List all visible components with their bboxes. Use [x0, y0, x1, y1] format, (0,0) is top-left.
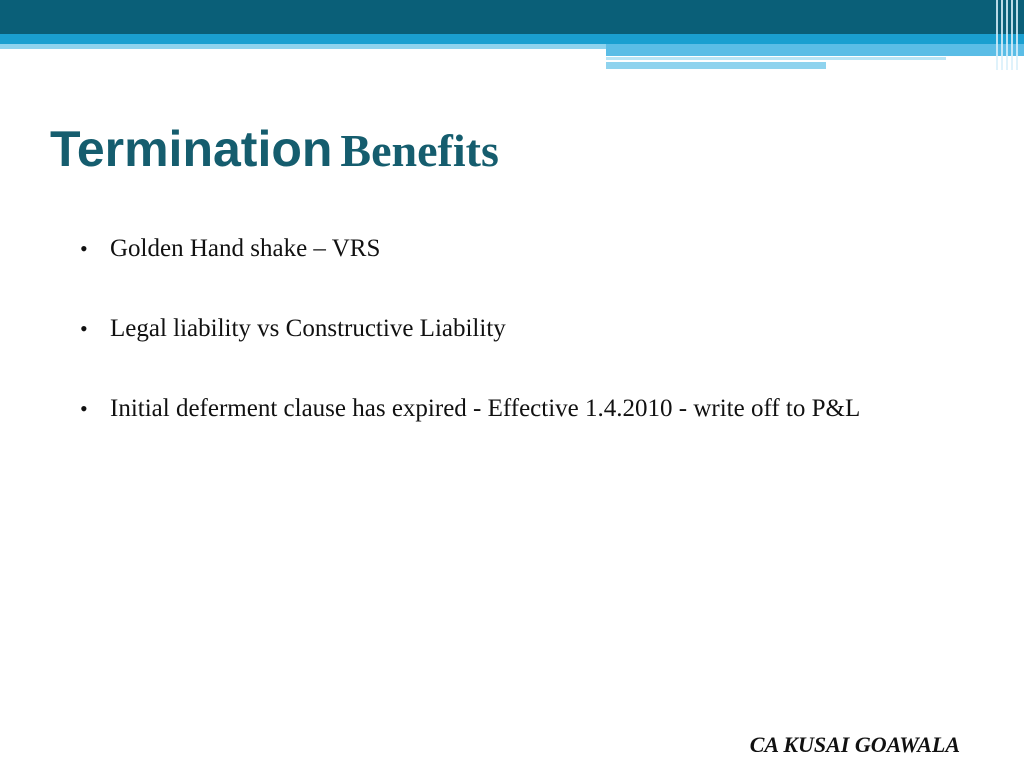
bullet-item — [80, 230, 970, 267]
header-band-dark — [0, 0, 1024, 34]
slide-title — [50, 120, 499, 178]
slide-title-part1: Termination — [50, 121, 333, 177]
bullet-dot-icon: • — [80, 236, 88, 261]
bullet-dot-icon: • — [80, 316, 88, 341]
header-band-mid — [0, 34, 1024, 44]
footer-author: CA KUSAI GOAWALA — [749, 732, 960, 757]
bullet-text: Legal liability vs Constructive Liability — [110, 315, 506, 342]
bullet-item — [80, 390, 970, 427]
header-band-light-right — [606, 44, 1024, 56]
bullet-text: Initial deferment clause has expired - Effective 1.4.2010 - write off to P&L — [110, 395, 861, 422]
header-band-light-left — [0, 44, 606, 49]
header-stripes — [994, 0, 1024, 70]
header-band-thin — [606, 57, 946, 60]
header-band-thin — [606, 62, 826, 69]
slide-title-part2: Benefits — [340, 125, 499, 176]
bullet-dot-icon: • — [80, 396, 88, 421]
bullet-text: Golden Hand shake – VRS — [110, 235, 381, 262]
bullet-item — [80, 310, 970, 347]
bullet-list — [80, 230, 970, 470]
